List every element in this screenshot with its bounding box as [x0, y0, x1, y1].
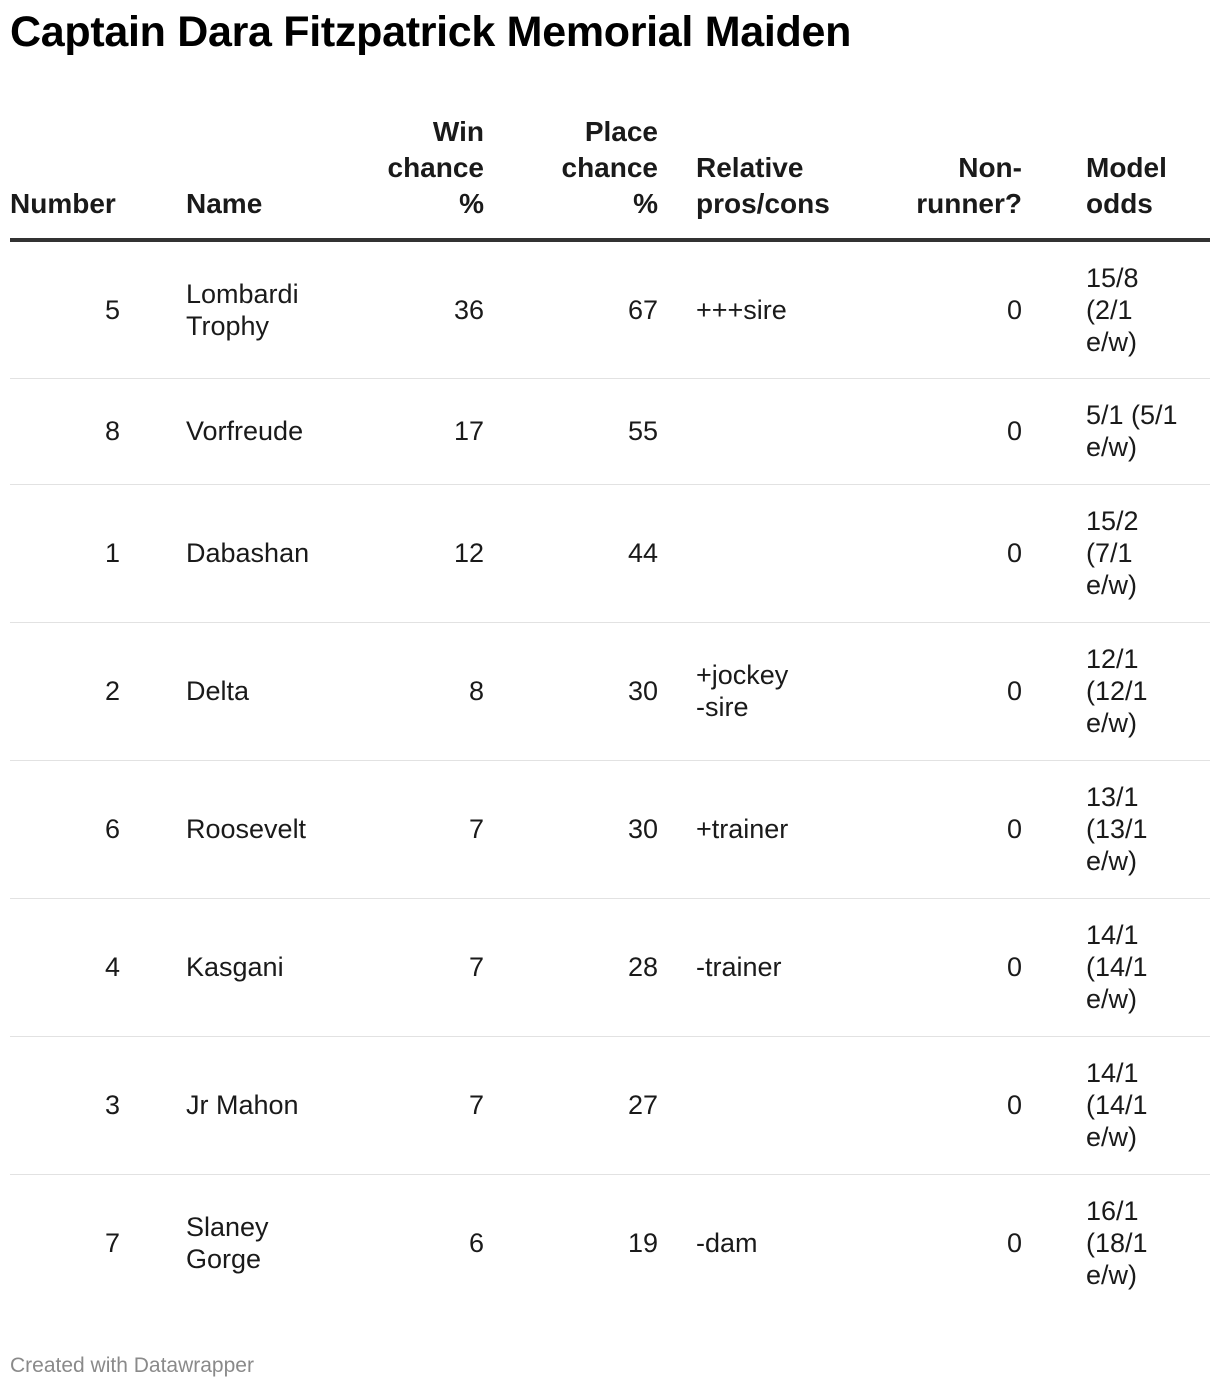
cell-win-chance: [346, 484, 484, 622]
cell-horse-name-text: Jr Mahon: [186, 1090, 299, 1120]
cell-model-odds-text: 12/1 (12/1 e/w): [1086, 644, 1148, 738]
cell-relative-text: +++sire: [696, 294, 787, 325]
cell-horse-name-text: Delta: [186, 676, 250, 706]
cell-place-chance: [484, 898, 658, 1036]
cell-number: [10, 378, 120, 484]
table-row: [10, 898, 1210, 1036]
cell-spacer: [1022, 378, 1086, 484]
cell-non-runner-text: 0: [1006, 814, 1022, 844]
cell-non-runner-text: 0: [1006, 538, 1022, 568]
cell-number: [10, 760, 120, 898]
cell-spacer: [120, 1174, 186, 1312]
cell-number-text: 3: [104, 1090, 120, 1120]
cell-spacer: [1022, 484, 1086, 622]
cell-spacer: [658, 1174, 696, 1312]
cell-spacer: [1022, 760, 1086, 898]
cell-model-odds: [1086, 622, 1210, 760]
cell-number: [10, 1174, 120, 1312]
cell-win-chance-text: 7: [468, 814, 484, 844]
cell-number: [10, 484, 120, 622]
cell-non-runner: [864, 1174, 1022, 1312]
cell-number-text: 2: [104, 676, 120, 706]
cell-place-chance-text: 30: [627, 814, 658, 844]
cell-spacer: [658, 760, 696, 898]
cell-win-chance: [346, 378, 484, 484]
table-row: [10, 1036, 1210, 1174]
cell-relative: [696, 1036, 864, 1174]
cell-horse-name: [186, 622, 346, 760]
cell-model-odds-text: 15/2 (7/1 e/w): [1086, 506, 1139, 600]
cell-horse-name: [186, 1174, 346, 1312]
table-row: [10, 240, 1210, 378]
cell-place-chance-text: 55: [627, 416, 658, 446]
cell-model-odds: [1086, 1174, 1210, 1312]
cell-model-odds-text: 15/8 (2/1 e/w): [1086, 262, 1139, 357]
odds-table: [10, 114, 1210, 1312]
cell-non-runner: [864, 484, 1022, 622]
cell-win-chance-text: 17: [453, 416, 484, 446]
column-header-win-chance[interactable]: Win chance %: [346, 114, 484, 240]
cell-relative: [696, 484, 864, 622]
cell-horse-name-text: Lombardi Trophy: [186, 278, 299, 341]
cell-win-chance: [346, 1174, 484, 1312]
cell-non-runner: [864, 898, 1022, 1036]
cell-relative-text: +jockey -sire: [696, 660, 789, 722]
cell-model-odds: [1086, 378, 1210, 484]
column-header-model-odds[interactable]: Model odds: [1086, 114, 1210, 240]
cell-non-runner-text: 0: [1006, 952, 1022, 982]
cell-model-odds: [1086, 898, 1210, 1036]
cell-non-runner: [864, 622, 1022, 760]
cell-horse-name: [186, 484, 346, 622]
cell-model-odds: [1086, 760, 1210, 898]
column-header-non-runner[interactable]: Non- runner?: [864, 114, 1022, 240]
cell-model-odds-text: 14/1 (14/1 e/w): [1086, 920, 1148, 1014]
cell-relative: [696, 622, 864, 760]
cell-place-chance: [484, 1174, 658, 1312]
column-header-place-chance[interactable]: Place chance %: [484, 114, 658, 240]
cell-place-chance: [484, 622, 658, 760]
cell-spacer: [658, 484, 696, 622]
cell-win-chance: [346, 1036, 484, 1174]
cell-place-chance: [484, 378, 658, 484]
cell-number: [10, 1036, 120, 1174]
cell-horse-name-text: Slaney Gorge: [186, 1212, 269, 1275]
cell-relative: [696, 760, 864, 898]
cell-model-odds-text: 14/1 (14/1 e/w): [1086, 1058, 1148, 1152]
cell-number-text: 4: [104, 952, 120, 982]
column-spacer: [1022, 114, 1086, 240]
cell-spacer: [1022, 1174, 1086, 1312]
cell-spacer: [658, 1036, 696, 1174]
cell-place-chance: [484, 760, 658, 898]
cell-win-chance-text: 6: [468, 1228, 484, 1259]
cell-horse-name: [186, 1036, 346, 1174]
cell-model-odds: [1086, 240, 1210, 378]
cell-win-chance: [346, 760, 484, 898]
column-header-name[interactable]: Name: [186, 114, 346, 240]
cell-win-chance-text: 7: [468, 1090, 484, 1120]
cell-relative-text: -dam: [696, 1228, 758, 1259]
cell-place-chance-text: 44: [627, 538, 658, 568]
cell-horse-name-text: Dabashan: [186, 538, 310, 568]
cell-place-chance-text: 19: [627, 1228, 658, 1259]
cell-horse-name: [186, 378, 346, 484]
cell-model-odds: [1086, 1036, 1210, 1174]
cell-number-text: 1: [104, 538, 120, 568]
cell-relative: [696, 240, 864, 378]
table-row: [10, 760, 1210, 898]
cell-place-chance: [484, 1036, 658, 1174]
cell-horse-name: [186, 898, 346, 1036]
cell-spacer: [1022, 898, 1086, 1036]
table-row: [10, 484, 1210, 622]
cell-number-text: 8: [104, 416, 120, 446]
cell-spacer: [658, 378, 696, 484]
cell-spacer: [120, 378, 186, 484]
cell-relative-text: +trainer: [696, 814, 789, 844]
cell-non-runner: [864, 240, 1022, 378]
column-header-number[interactable]: Number: [10, 114, 120, 240]
cell-relative: [696, 378, 864, 484]
cell-number-text: 6: [104, 814, 120, 844]
cell-non-runner-text: 0: [1006, 676, 1022, 706]
cell-place-chance-text: 27: [627, 1090, 658, 1120]
cell-non-runner-text: 0: [1006, 416, 1022, 446]
cell-non-runner: [864, 760, 1022, 898]
cell-horse-name-text: Roosevelt: [186, 814, 307, 844]
cell-number: [10, 898, 120, 1036]
cell-horse-name-text: Kasgani: [186, 952, 284, 982]
column-spacer: [120, 114, 186, 240]
cell-win-chance-text: 36: [453, 294, 484, 325]
cell-win-chance-text: 12: [453, 538, 484, 568]
cell-spacer: [1022, 622, 1086, 760]
cell-spacer: [120, 898, 186, 1036]
cell-spacer: [1022, 1036, 1086, 1174]
cell-relative: [696, 1174, 864, 1312]
cell-spacer: [658, 898, 696, 1036]
cell-win-chance: [346, 622, 484, 760]
table-body: [10, 240, 1210, 1312]
cell-non-runner-text: 0: [1006, 1090, 1022, 1120]
cell-relative: [696, 898, 864, 1036]
table-row: [10, 378, 1210, 484]
cell-spacer: [120, 240, 186, 378]
chart-title: Captain Dara Fitzpatrick Memorial Maiden: [10, 8, 852, 56]
cell-place-chance-text: 28: [627, 952, 658, 982]
cell-win-chance: [346, 898, 484, 1036]
table-header-row: [10, 114, 1210, 240]
cell-spacer: [658, 622, 696, 760]
cell-spacer: [658, 240, 696, 378]
cell-spacer: [1022, 240, 1086, 378]
cell-win-chance: [346, 240, 484, 378]
table-row: [10, 622, 1210, 760]
column-spacer: [658, 114, 696, 240]
cell-number: [10, 240, 120, 378]
cell-model-odds-text: 16/1 (18/1 e/w): [1086, 1196, 1148, 1291]
table-row: [10, 1174, 1210, 1312]
cell-spacer: [120, 760, 186, 898]
cell-spacer: [120, 622, 186, 760]
cell-win-chance-text: 7: [468, 952, 484, 982]
cell-horse-name-text: Vorfreude: [186, 416, 304, 446]
cell-number: [10, 622, 120, 760]
cell-place-chance-text: 30: [627, 676, 658, 706]
cell-non-runner: [864, 1036, 1022, 1174]
cell-non-runner-text: 0: [1006, 1228, 1022, 1259]
cell-non-runner: [864, 378, 1022, 484]
cell-place-chance: [484, 484, 658, 622]
cell-spacer: [120, 1036, 186, 1174]
cell-place-chance-text: 67: [627, 294, 658, 325]
cell-model-odds-text: 5/1 (5/1 e/w): [1086, 400, 1178, 462]
cell-relative-text: -trainer: [696, 952, 782, 982]
cell-model-odds: [1086, 484, 1210, 622]
cell-non-runner-text: 0: [1006, 294, 1022, 325]
column-header-relative[interactable]: Relative pros/cons: [696, 114, 864, 240]
cell-number-text: 5: [104, 294, 120, 325]
cell-number-text: 7: [104, 1228, 120, 1259]
cell-horse-name: [186, 240, 346, 378]
cell-model-odds-text: 13/1 (13/1 e/w): [1086, 782, 1148, 876]
odds-table-container: [10, 114, 1210, 1312]
cell-spacer: [120, 484, 186, 622]
cell-win-chance-text: 8: [468, 676, 484, 706]
attribution-footer: Created with Datawrapper: [10, 1354, 254, 1377]
cell-place-chance: [484, 240, 658, 378]
cell-horse-name: [186, 760, 346, 898]
